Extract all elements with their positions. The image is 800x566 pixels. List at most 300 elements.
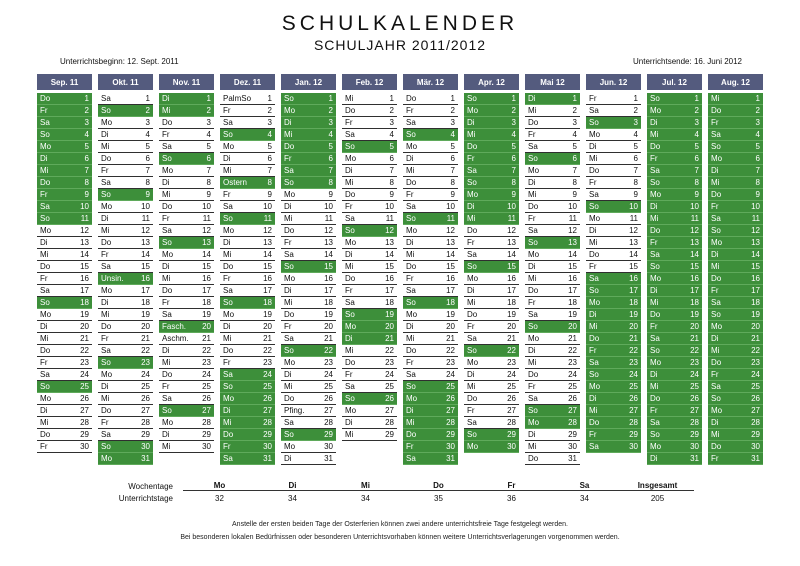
weekday-label: So xyxy=(711,310,721,320)
day-cell xyxy=(708,381,763,393)
weekday-label: Di xyxy=(345,166,353,176)
weekday-label: So xyxy=(650,262,660,272)
weekday-label: Sa xyxy=(101,94,111,103)
day-cell xyxy=(525,321,580,333)
day-cell xyxy=(98,429,153,441)
month-days xyxy=(159,93,214,466)
weekday-label: Mi xyxy=(345,94,354,103)
weekday-label: Mo xyxy=(223,226,235,236)
day-cell xyxy=(708,177,763,189)
day-number: 27 xyxy=(141,406,150,416)
day-number: 11 xyxy=(324,214,333,224)
weekday-label: Di xyxy=(101,298,109,308)
day-cell xyxy=(403,201,458,213)
weekday-label: Fr xyxy=(711,286,719,296)
month-column xyxy=(281,74,336,472)
weekday-label: Fr xyxy=(101,418,109,428)
weekday-label: Fr xyxy=(162,130,170,140)
weekday-label: Do xyxy=(345,190,356,200)
weekday-label: Do xyxy=(711,106,722,116)
day-number: 6 xyxy=(145,154,150,164)
day-cell xyxy=(37,321,92,333)
weekday-label: Di xyxy=(162,178,170,188)
day-number: 12 xyxy=(324,226,333,236)
day-number: 20 xyxy=(324,322,333,332)
weekday-label: So xyxy=(589,118,599,128)
stats-value: 35 xyxy=(434,493,443,503)
weekday-label: Fr xyxy=(528,130,536,140)
weekday-label: Sa xyxy=(345,214,355,224)
day-cell xyxy=(525,165,580,177)
weekday-label: Di xyxy=(711,166,719,176)
weekday-label: Fr xyxy=(467,154,475,164)
day-number: 13 xyxy=(141,238,150,248)
day-number: 13 xyxy=(629,238,638,248)
day-cell xyxy=(647,117,702,129)
weekday-label: Di xyxy=(101,130,109,140)
weekday-label: Di xyxy=(40,154,48,164)
day-cell xyxy=(586,417,641,429)
day-cell xyxy=(525,405,580,417)
day-cell xyxy=(342,153,397,165)
weekday-label: Mi xyxy=(711,430,720,440)
weekday-label: Do xyxy=(101,154,112,164)
day-cell xyxy=(525,117,580,129)
day-number: 27 xyxy=(629,406,638,416)
day-cell xyxy=(464,237,519,249)
day-number: 7 xyxy=(389,166,394,176)
weekday-label: Fr xyxy=(711,454,719,464)
weekday-label: Do xyxy=(223,430,234,440)
day-number: 13 xyxy=(507,238,516,248)
weekday-label: Mo xyxy=(589,214,601,224)
month-days xyxy=(525,93,580,466)
day-cell xyxy=(586,93,641,105)
day-number: 21 xyxy=(324,334,333,344)
day-number: 9 xyxy=(389,190,394,200)
day-number: 30 xyxy=(751,442,760,452)
day-cell xyxy=(586,273,641,285)
day-cell xyxy=(281,177,336,189)
weekday-label: Di xyxy=(711,418,719,428)
day-cell xyxy=(98,285,153,297)
weekday-label: Do xyxy=(467,394,478,404)
month-header: Mär. 12 xyxy=(403,74,458,90)
weekday-label: So xyxy=(589,370,599,380)
day-number: 7 xyxy=(145,166,150,176)
day-number: 18 xyxy=(324,298,333,308)
weekday-label: Do xyxy=(223,262,234,272)
day-number: 11 xyxy=(141,214,150,224)
day-cell xyxy=(342,105,397,117)
day-number: 9 xyxy=(694,190,699,200)
day-cell xyxy=(220,117,275,129)
day-cell xyxy=(403,141,458,153)
weekday-label: Sa xyxy=(162,310,172,320)
day-number: 31 xyxy=(446,454,455,464)
day-number: 8 xyxy=(755,178,760,188)
weekday-label: Fr xyxy=(589,262,597,272)
stats-weekday-row xyxy=(37,480,766,492)
day-cell xyxy=(220,429,275,441)
day-number: 3 xyxy=(328,118,333,128)
day-cell xyxy=(708,261,763,273)
weekday-label: Di xyxy=(223,154,231,164)
day-cell xyxy=(281,441,336,453)
weekday-label: So xyxy=(223,130,233,140)
day-number: 21 xyxy=(202,334,211,344)
day-cell xyxy=(525,153,580,165)
weekday-label: Di xyxy=(528,346,536,356)
day-number: 13 xyxy=(568,238,577,248)
weekday-label: Di xyxy=(162,94,170,103)
day-number: 30 xyxy=(690,442,699,452)
day-cell xyxy=(342,405,397,417)
weekday-label: Mi xyxy=(650,214,659,224)
weekday-label: So xyxy=(528,406,538,416)
weekday-label: Fr xyxy=(162,382,170,392)
day-cell xyxy=(403,441,458,453)
day-cell xyxy=(647,177,702,189)
weekday-label: Mi xyxy=(589,322,598,332)
weekday-label: Mi xyxy=(589,154,598,164)
day-number: 1 xyxy=(84,94,89,103)
day-number: 31 xyxy=(263,454,272,464)
weekday-label: Mo xyxy=(406,142,418,152)
weekday-label: Ostern xyxy=(223,178,248,188)
day-number: 29 xyxy=(80,430,89,440)
day-number: 2 xyxy=(389,106,394,116)
day-cell xyxy=(525,369,580,381)
day-cell xyxy=(403,117,458,129)
month-column xyxy=(525,74,580,472)
day-cell xyxy=(281,237,336,249)
weekday-label: Do xyxy=(528,118,539,128)
day-number: 4 xyxy=(145,130,150,140)
weekday-label: Mo xyxy=(467,442,479,452)
day-cell xyxy=(281,105,336,117)
footnote-local: Bei besonderen lokalen Bedürfnissen oder besonderen Unterrichtsvorhaben können weitere Unterrichtsverlagerungen vorgenommen werden. xyxy=(180,534,620,541)
weekday-label: Di xyxy=(711,250,719,260)
weekday-label: Fr xyxy=(406,358,414,368)
day-number: 3 xyxy=(389,118,394,128)
day-number: 24 xyxy=(324,370,333,380)
day-number: 25 xyxy=(324,382,333,392)
day-number: 9 xyxy=(633,190,638,200)
day-cell xyxy=(464,273,519,285)
weekday-label: Mo xyxy=(345,238,357,248)
day-number: 20 xyxy=(568,322,577,332)
day-cell xyxy=(647,333,702,345)
weekday-label: Sa xyxy=(589,190,599,200)
weekday-label: Mo xyxy=(101,454,113,464)
day-cell xyxy=(708,441,763,453)
weekday-label: Sa xyxy=(223,202,233,212)
day-cell xyxy=(220,189,275,201)
weekday-label: So xyxy=(162,154,172,164)
day-number: 21 xyxy=(141,334,150,344)
day-number: 18 xyxy=(263,298,272,308)
day-number: 4 xyxy=(328,130,333,140)
day-number: 18 xyxy=(690,298,699,308)
weekday-label: Do xyxy=(40,262,51,272)
day-cell xyxy=(586,345,641,357)
day-cell xyxy=(708,225,763,237)
day-cell xyxy=(525,417,580,429)
day-number: 24 xyxy=(507,370,516,380)
day-cell xyxy=(525,237,580,249)
day-cell xyxy=(403,93,458,105)
weekday-label: Sa xyxy=(101,178,111,188)
weekday-label: Mo xyxy=(162,250,174,260)
stats-column-header: Di xyxy=(256,481,329,491)
weekday-label: Fr xyxy=(406,274,414,284)
weekday-label: So xyxy=(101,442,111,452)
weekday-label: Di xyxy=(162,346,170,356)
weekday-label: Mi xyxy=(284,214,293,224)
month-column xyxy=(464,74,519,472)
weekday-label: Sa xyxy=(345,130,355,140)
weekday-label: Di xyxy=(528,262,536,272)
weekday-label: Fr xyxy=(40,274,48,284)
weekday-label: Mo xyxy=(589,130,601,140)
weekday-label: Mi xyxy=(101,310,110,320)
weekday-label: Mo xyxy=(223,310,235,320)
weekday-label: Di xyxy=(589,394,597,404)
day-number: 21 xyxy=(690,334,699,344)
weekday-label: So xyxy=(40,382,50,392)
day-cell xyxy=(220,201,275,213)
day-cell xyxy=(98,93,153,105)
day-number: 22 xyxy=(385,346,394,356)
day-number: 5 xyxy=(328,142,333,152)
day-cell xyxy=(403,105,458,117)
day-cell xyxy=(37,261,92,273)
weekday-label: So xyxy=(650,94,660,103)
weekday-label: Sa xyxy=(650,418,660,428)
weekday-label: Fr xyxy=(345,118,353,128)
day-number: 29 xyxy=(385,430,394,440)
day-cell xyxy=(403,297,458,309)
day-cell xyxy=(342,393,397,405)
day-number: 17 xyxy=(751,286,760,296)
day-cell xyxy=(281,393,336,405)
day-number: 11 xyxy=(629,214,638,224)
day-number: 16 xyxy=(568,274,577,284)
day-cell xyxy=(464,177,519,189)
day-number: 29 xyxy=(202,430,211,440)
weekday-label: Sa xyxy=(467,250,477,260)
day-cell xyxy=(37,405,92,417)
day-cell xyxy=(525,273,580,285)
day-number: 19 xyxy=(751,310,760,320)
day-cell xyxy=(159,321,214,333)
day-number: 3 xyxy=(145,118,150,128)
day-number: 11 xyxy=(80,214,89,224)
weekday-label: Do xyxy=(528,286,539,296)
weekday-label: Do xyxy=(345,358,356,368)
stats-column-header: Sa xyxy=(548,481,621,491)
day-number: 10 xyxy=(629,202,638,212)
month-days xyxy=(464,93,519,466)
day-cell xyxy=(464,321,519,333)
day-cell xyxy=(403,417,458,429)
day-cell xyxy=(159,405,214,417)
day-number: 7 xyxy=(84,166,89,176)
weekday-label: Sa xyxy=(711,298,721,308)
day-number: 6 xyxy=(572,154,577,164)
day-number: 22 xyxy=(690,346,699,356)
month-days xyxy=(647,93,702,466)
day-number: 22 xyxy=(751,346,760,356)
weekday-label: So xyxy=(101,190,111,200)
day-cell xyxy=(159,285,214,297)
day-cell xyxy=(403,345,458,357)
day-number: 27 xyxy=(751,406,760,416)
weekday-label: So xyxy=(467,262,477,272)
day-number: 16 xyxy=(324,274,333,284)
day-cell xyxy=(37,237,92,249)
day-cell xyxy=(159,381,214,393)
day-cell xyxy=(159,165,214,177)
day-number: 2 xyxy=(84,106,89,116)
day-cell xyxy=(220,225,275,237)
day-cell xyxy=(98,369,153,381)
day-cell xyxy=(37,333,92,345)
weekday-label: Mo xyxy=(40,142,52,152)
weekday-label: Mo xyxy=(284,190,296,200)
stats-value: 34 xyxy=(580,493,589,503)
day-cell xyxy=(98,261,153,273)
weekday-label: Do xyxy=(650,142,661,152)
weekday-label: So xyxy=(711,226,721,236)
day-cell xyxy=(586,117,641,129)
day-number: 21 xyxy=(568,334,577,344)
day-number: 27 xyxy=(568,406,577,416)
day-number: 26 xyxy=(324,394,333,404)
weekday-label: Sa xyxy=(40,202,50,212)
weekday-label: Mi xyxy=(223,250,232,260)
day-cell xyxy=(464,105,519,117)
day-number: 2 xyxy=(572,106,577,116)
weekday-label: Fr xyxy=(589,94,597,103)
weekday-label: Mi xyxy=(467,382,476,392)
weekday-label: Mi xyxy=(101,142,110,152)
day-cell xyxy=(708,405,763,417)
day-cell xyxy=(708,201,763,213)
day-cell xyxy=(586,333,641,345)
weekday-label: Do xyxy=(467,310,478,320)
weekday-label: Mi xyxy=(284,130,293,140)
day-number: 22 xyxy=(507,346,516,356)
day-number: 20 xyxy=(80,322,89,332)
day-cell xyxy=(281,429,336,441)
weekday-label: Mi xyxy=(162,106,171,116)
day-cell xyxy=(525,333,580,345)
day-number: 19 xyxy=(263,310,272,320)
day-number: 4 xyxy=(206,130,211,140)
day-cell xyxy=(464,93,519,105)
day-number: 9 xyxy=(84,190,89,200)
weekday-label: Do xyxy=(284,226,295,236)
weekday-label: Mo xyxy=(589,382,601,392)
day-number: 20 xyxy=(629,322,638,332)
day-number: 3 xyxy=(84,118,89,128)
weekday-label: Mo xyxy=(101,202,113,212)
weekday-label: Di xyxy=(528,430,536,440)
day-cell xyxy=(647,225,702,237)
weekday-label: Sa xyxy=(345,382,355,392)
weekday-label: Mi xyxy=(284,382,293,392)
day-number: 23 xyxy=(446,358,455,368)
weekday-label: Di xyxy=(467,286,475,296)
day-number: 28 xyxy=(690,418,699,428)
day-number: 30 xyxy=(202,442,211,452)
day-cell xyxy=(37,225,92,237)
day-number: 12 xyxy=(690,226,699,236)
weekday-label: Sa xyxy=(284,418,294,428)
day-cell xyxy=(708,357,763,369)
weekday-label: Do xyxy=(406,94,417,103)
day-number: 12 xyxy=(568,226,577,236)
day-cell xyxy=(281,309,336,321)
weekday-label: So xyxy=(650,430,660,440)
weekday-label: Di xyxy=(467,202,475,212)
day-number: 14 xyxy=(385,250,394,260)
day-cell xyxy=(159,369,214,381)
weekday-label: Mi xyxy=(650,382,659,392)
weekday-label: Do xyxy=(345,274,356,284)
day-cell xyxy=(586,105,641,117)
day-number: 29 xyxy=(263,430,272,440)
weekday-label: Sa xyxy=(284,334,294,344)
day-number: 28 xyxy=(263,418,272,428)
day-number: 22 xyxy=(568,346,577,356)
weekday-label: Sa xyxy=(406,370,416,380)
day-cell xyxy=(281,453,336,465)
day-cell xyxy=(37,177,92,189)
day-cell xyxy=(159,345,214,357)
day-cell xyxy=(37,381,92,393)
statistics-table xyxy=(37,480,766,504)
day-cell xyxy=(37,369,92,381)
weekday-label: Sa xyxy=(162,142,172,152)
weekday-label: So xyxy=(467,430,477,440)
day-cell xyxy=(708,285,763,297)
weekday-label: Mi xyxy=(467,130,476,140)
day-cell xyxy=(525,201,580,213)
day-cell xyxy=(586,237,641,249)
day-number: 2 xyxy=(755,106,760,116)
day-number: 15 xyxy=(202,262,211,272)
day-number: 24 xyxy=(568,370,577,380)
weekday-label: Mo xyxy=(650,274,662,284)
day-cell xyxy=(98,153,153,165)
month-header: Jul. 12 xyxy=(647,74,702,90)
day-number: 20 xyxy=(507,322,516,332)
month-header: Nov. 11 xyxy=(159,74,214,90)
day-number: 31 xyxy=(324,454,333,464)
day-cell xyxy=(403,177,458,189)
day-number: 14 xyxy=(690,250,699,260)
weekday-label: Mi xyxy=(345,430,354,440)
day-cell xyxy=(708,345,763,357)
day-number: 6 xyxy=(633,154,638,164)
weekday-label: Fr xyxy=(650,154,658,164)
day-cell xyxy=(403,429,458,441)
weekday-label: Fr xyxy=(406,106,414,116)
page-title: SCHULKALENDER xyxy=(281,12,519,35)
